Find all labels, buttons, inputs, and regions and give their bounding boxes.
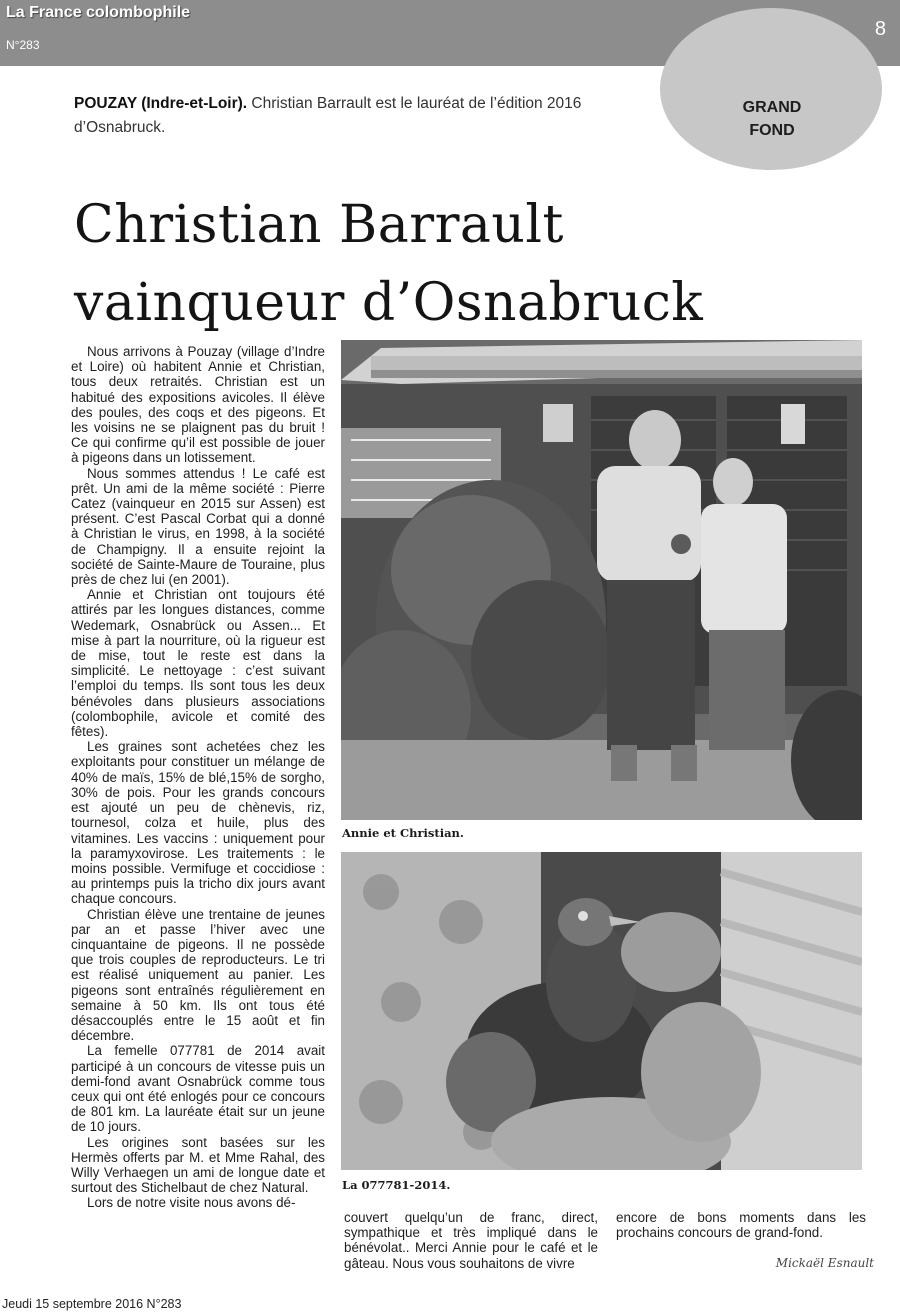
rubric-label (684, 96, 860, 142)
photo-pigeon-image (341, 852, 862, 1170)
paragraph: Annie et Christian ont toujours été attirés par les longues distances, comme Wedemark, Osnabrück ou Assen... Et mise à part la nourriture, où la rigueur est de mise, tout le reste est dans la simplicité. Le nettoyage : c’est suivant l’emploi du temps. Ils sont tous les deux bénévoles dans plusieurs associations (colombophile, avicole et comité des fêtes). (71, 587, 325, 740)
rubric-circle (660, 8, 882, 170)
article-column-3 (616, 1210, 866, 1240)
headline-line-1: Christian Barrault (74, 195, 564, 255)
lede-place: POUZAY (Indre-et-Loir). (74, 95, 248, 112)
paragraph: La femelle 077781 de 2014 avait participé à un concours de vitesse puis un demi-fond avant Osnabrück comme tous ceux qui ont été enlogés pour ce concours de 801 km. La lauréate était sur un jeune de 10 jours. (71, 1043, 325, 1135)
headline-line-2: vainqueur d’Osnabruck (74, 273, 704, 333)
paragraph: Lors de notre visite nous avons dé- (87, 1195, 296, 1211)
footer-date-issue: Jeudi 15 septembre 2016 N°283 (2, 1297, 182, 1311)
paragraph: Christian élève une trentaine de jeunes par an et passe l’hiver avec une cinquantaine de pigeons. Il ne possède que trois couples de reproducteurs. Le tri est réalisé uniquement au panier. Les pigeons sont entraînés régulièrement en semaine à 50 km. Ils ont tous été désaccouplés entre le 15 août et fin décembre. (71, 906, 325, 1044)
caption-photo-2: La 077781-2014. (342, 1178, 451, 1192)
publication-name: La France colombophile (6, 4, 191, 21)
author-signature: Mickaël Esnault (775, 1256, 874, 1270)
photo-annie-christian (341, 340, 862, 820)
page-number: 8 (874, 18, 886, 40)
paragraph: Les origines sont basées sur les Hermès offerts par M. et Mme Rahal, des Willy Verhaegen un ami de longue date et surtout des Stichelbaut de chez Natural. (71, 1134, 325, 1196)
lede-text: Christian Barrault est le lauréat de l’édition 2016 d’Osnabruck. (74, 95, 582, 136)
paragraph: Nous sommes attendus ! Le café est prêt. Un ami de la même société : Pierre Catez (vainqueur en 2015 sur Assen) est présent. C’est Pascal Corbat qui a donné à Christian le virus, en 1998, à la société de Champigny. Il a ensuite rejoint la société de Sainte-Maure de Touraine, plus près de chez lui (en 2001). (71, 465, 325, 588)
paragraph: couvert quelqu’un de franc, direct, sympathique et très impliqué dans le bénévolat.. Merci Annie pour le café et le gâteau. Nous vous souhaitons de vivre (344, 1210, 598, 1271)
lede (74, 92, 634, 140)
paragraph: Les graines sont achetées chez les exploitants pour constituer un mélange de 40% de maïs, 15% de blé,15% de sorgho, 30% de pois. Pour les grands concours est ajouté un peu de chènevis, riz, tournesol, colza et huile, plus des vitamines. Les vaccins : uniquement pour la paramyxovirose. Les traitements : le moins possible. Vermifuge et coccidiose : au printemps puis la tricho dix jours avant chaque concours. (71, 739, 325, 907)
rubric-line-2: FOND (749, 122, 795, 139)
rubric-line-1: GRAND (742, 99, 802, 116)
article-column-1 (71, 344, 325, 1211)
headline (74, 186, 774, 342)
paragraph: encore de bons moments dans les prochains concours de grand-fond. (616, 1210, 866, 1241)
issue-number: N°283 (6, 38, 40, 52)
photo-pigeon (341, 852, 862, 1170)
photo-annie-christian-image (341, 340, 862, 820)
article-column-2 (344, 1210, 598, 1271)
caption-photo-1: Annie et Christian. (342, 826, 464, 840)
paragraph: Nous arrivons à Pouzay (village d’Indre et Loire) où habitent Annie et Christian, tous deux retraités. Christian est un habitué des expositions avicoles. Il élève des poules, des coqs et des pigeons. Et les voisins ne se plaignent pas du bruit ! Ce qui confirme qu’il est possible de jouer à pigeons dans un lotissement. (71, 344, 325, 466)
